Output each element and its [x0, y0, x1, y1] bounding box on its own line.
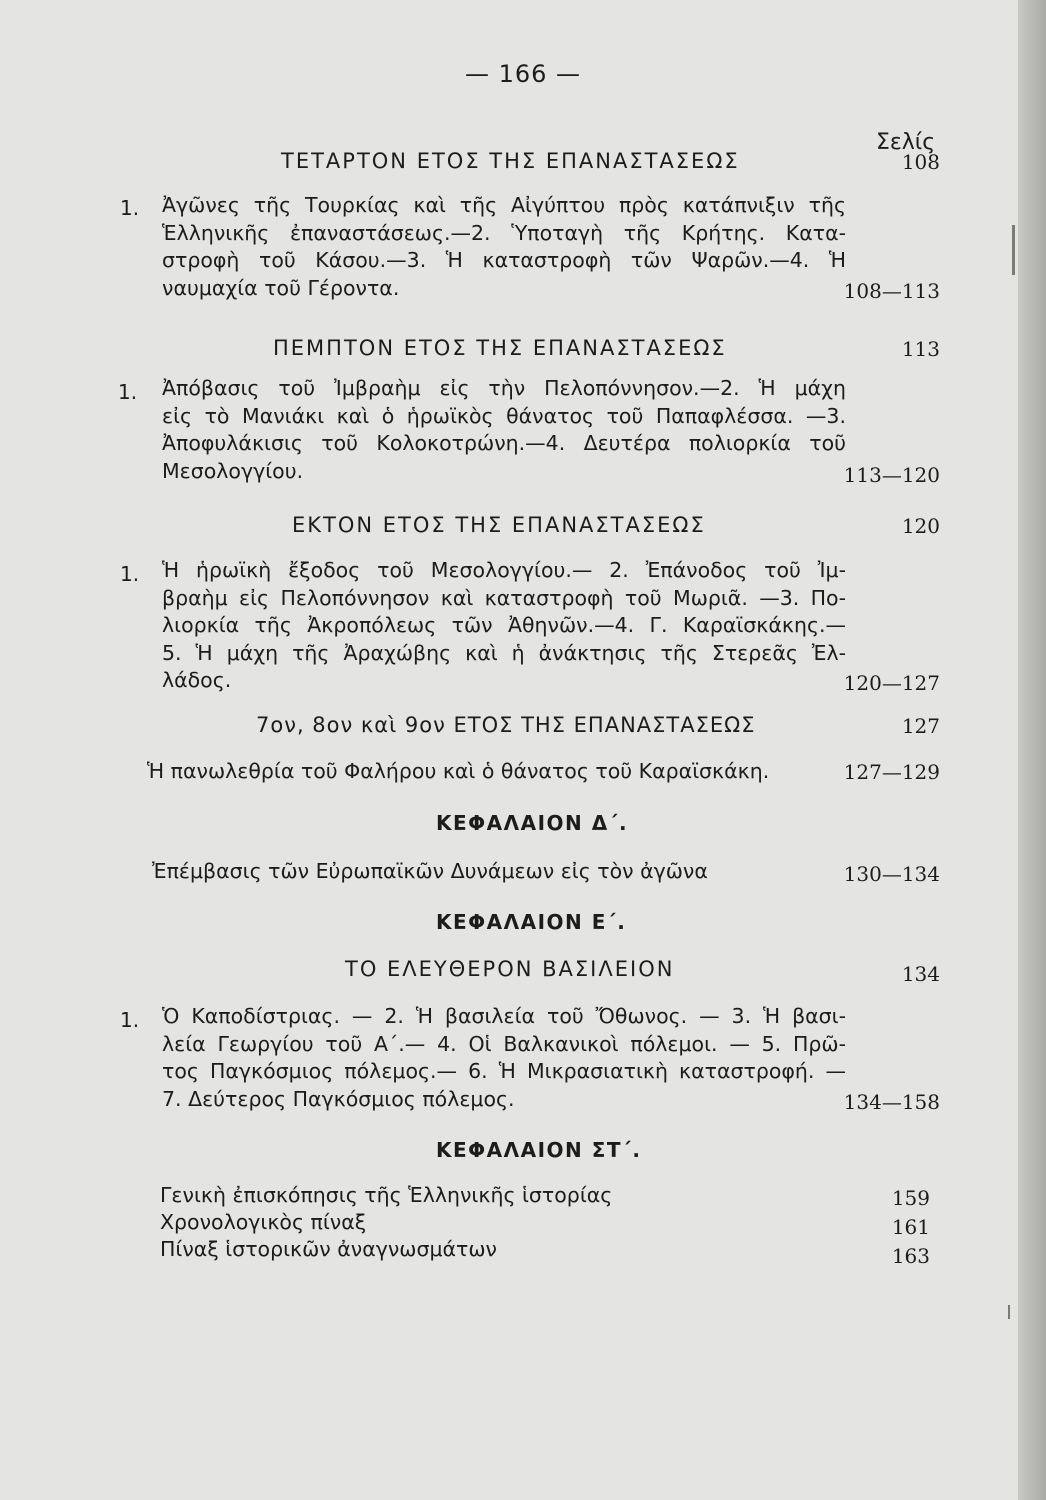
item-number: 1.	[120, 196, 140, 220]
entry-page-range: 120—127	[843, 671, 940, 695]
margin-mark	[1012, 225, 1015, 275]
page-gutter-shadow	[1018, 0, 1046, 1500]
page-number: — 166 —	[464, 60, 582, 88]
entry-line: ναυμαχία τοῦ Γέροντα.	[162, 275, 400, 300]
toc-entry-text	[162, 557, 846, 695]
entry-page-range: 134—158	[843, 1090, 940, 1114]
entry-line: εἰς τὸ Μανιάκι καὶ ὁ ἡρωϊκὸς θάνατος τοῦ Παπαφλέσσα. —3.	[162, 403, 846, 428]
toc-entry-text: Πίναξ ἱστορικῶν ἀναγνωσμάτων	[160, 1237, 497, 1261]
toc-entry-text	[162, 375, 846, 485]
entry-page-range: 113—120	[843, 463, 940, 487]
entry-line: λεία Γεωργίου τοῦ Α΄.— 4. Οἱ Βαλκανικοὶ πόλεμοι. — 5. Πρῶ-	[162, 1031, 846, 1056]
chapter-heading: ΚΕΦΑΛΑΙΟΝ Ε΄.	[436, 910, 627, 934]
entry-page-range: 127—129	[843, 760, 940, 784]
page-column-header: Σελίς	[876, 130, 936, 155]
section-page: 113	[901, 337, 940, 361]
item-number: 1.	[120, 562, 140, 586]
section-heading: ΤΕΤΑΡΤΟΝ ΕΤΟΣ ΤΗΣ ΕΠΑΝΑΣΤΑΣΕΩΣ	[281, 149, 740, 173]
entry-line: Μεσολογγίου.	[162, 458, 304, 483]
margin-mark	[1008, 1305, 1010, 1319]
entry-line: στροφὴ τοῦ Κάσου.—3. Ἡ καταστροφὴ τῶν Ψαρῶν.—4. Ἡ	[162, 248, 846, 272]
section-heading: 7ον, 8ον καὶ 9ον ΕΤΟΣ ΤΗΣ ΕΠΑΝΑΣΤΑΣΕΩΣ	[256, 713, 756, 737]
entry-line: λάδος.	[162, 668, 232, 692]
entry-page: 159	[891, 1186, 930, 1210]
section-page: 120	[901, 514, 940, 538]
chapter-heading: ΚΕΦΑΛΑΙΟΝ Δ΄.	[436, 811, 629, 835]
section-page: 134	[901, 962, 940, 986]
entry-line: Ἡ ἡρωϊκὴ ἔξοδος τοῦ Μεσολογγίου.— 2. Ἐπάνοδος τοῦ Ἰμ-	[162, 558, 846, 582]
entry-page: 161	[891, 1215, 930, 1239]
entry-line: λιορκία τῆς Ἀκροπόλεως τῶν Ἀθηνῶν.—4. Γ. Καραϊσκάκης.—	[162, 613, 846, 637]
toc-entry-text: Ἐπέμβασις τῶν Εὐρωπαϊκῶν Δυνάμεων εἰς τὸν ἀγῶνα	[152, 859, 708, 883]
entry-line: τος Παγκόσμιος πόλεμος.— 6. Ἡ Μικρασιατικὴ καταστροφή. —	[162, 1059, 846, 1083]
toc-entry-text: Γενικὴ ἐπισκόπησις τῆς Ἑλληνικῆς ἱστορίας	[160, 1183, 613, 1207]
entry-line: βραὴμ εἰς Πελοπόννησον καὶ καταστροφὴ τοῦ Μωριᾶ. —3. Πο-	[162, 585, 846, 610]
entry-line: Ὁ Καποδίστριας. — 2. Ἡ βασιλεία τοῦ Ὄθωνος. — 3. Ἡ βασι-	[162, 1004, 846, 1028]
entry-page: 163	[891, 1244, 930, 1268]
item-number: 1.	[120, 1008, 140, 1032]
entry-line: Ἀποφυλάκισις τοῦ Κολοκοτρώνη.—4. Δευτέρα πολιορκία τοῦ	[162, 431, 846, 455]
entry-line: Ἀγῶνες τῆς Τουρκίας καὶ τῆς Αἰγύπτου πρὸς κατάπνιξιν τῆς	[162, 193, 846, 217]
chapter-heading: ΚΕΦΑΛΑΙΟΝ ΣΤ΄.	[436, 1138, 642, 1162]
section-page: 127	[901, 714, 940, 738]
section-page: 108	[901, 150, 940, 174]
toc-entry-text: Ἡ πανωλεθρία τοῦ Φαλήρου καὶ ὁ θάνατος τοῦ Καραϊσκάκη.	[147, 759, 770, 783]
chapter-subheading: ΤΟ ΕΛΕΥΘΕΡΟΝ ΒΑΣΙΛΕΙΟΝ	[345, 957, 675, 981]
entry-page-range: 130—134	[843, 862, 940, 886]
toc-entry-text	[162, 1003, 846, 1113]
entry-line: Ἀπόβασις τοῦ Ἰμβραὴμ εἰς τὴν Πελοπόννησον.—2. Ἡ μάχη	[162, 376, 846, 400]
entry-line: 7. Δεύτερος Παγκόσμιος πόλεμος.	[162, 1086, 515, 1111]
entry-page-range: 108—113	[843, 279, 940, 303]
toc-entry-text	[162, 192, 846, 302]
item-number: 1.	[118, 380, 138, 404]
section-heading: ΕΚΤΟΝ ΕΤΟΣ ΤΗΣ ΕΠΑΝΑΣΤΑΣΕΩΣ	[292, 513, 706, 537]
entry-line: 5. Ἡ μάχη τῆς Ἀραχώβης καὶ ἡ ἀνάκτησις τῆς Στερεᾶς Ἐλ-	[162, 640, 846, 665]
section-heading: ΠΕΜΠΤΟΝ ΕΤΟΣ ΤΗΣ ΕΠΑΝΑΣΤΑΣΕΩΣ	[273, 336, 727, 360]
entry-line: Ἑλληνικῆς ἐπαναστάσεως.—2. Ὑποταγὴ τῆς Κρήτης. Κατα-	[162, 220, 846, 245]
toc-entry-text: Χρονολογικὸς πίναξ	[160, 1210, 367, 1234]
